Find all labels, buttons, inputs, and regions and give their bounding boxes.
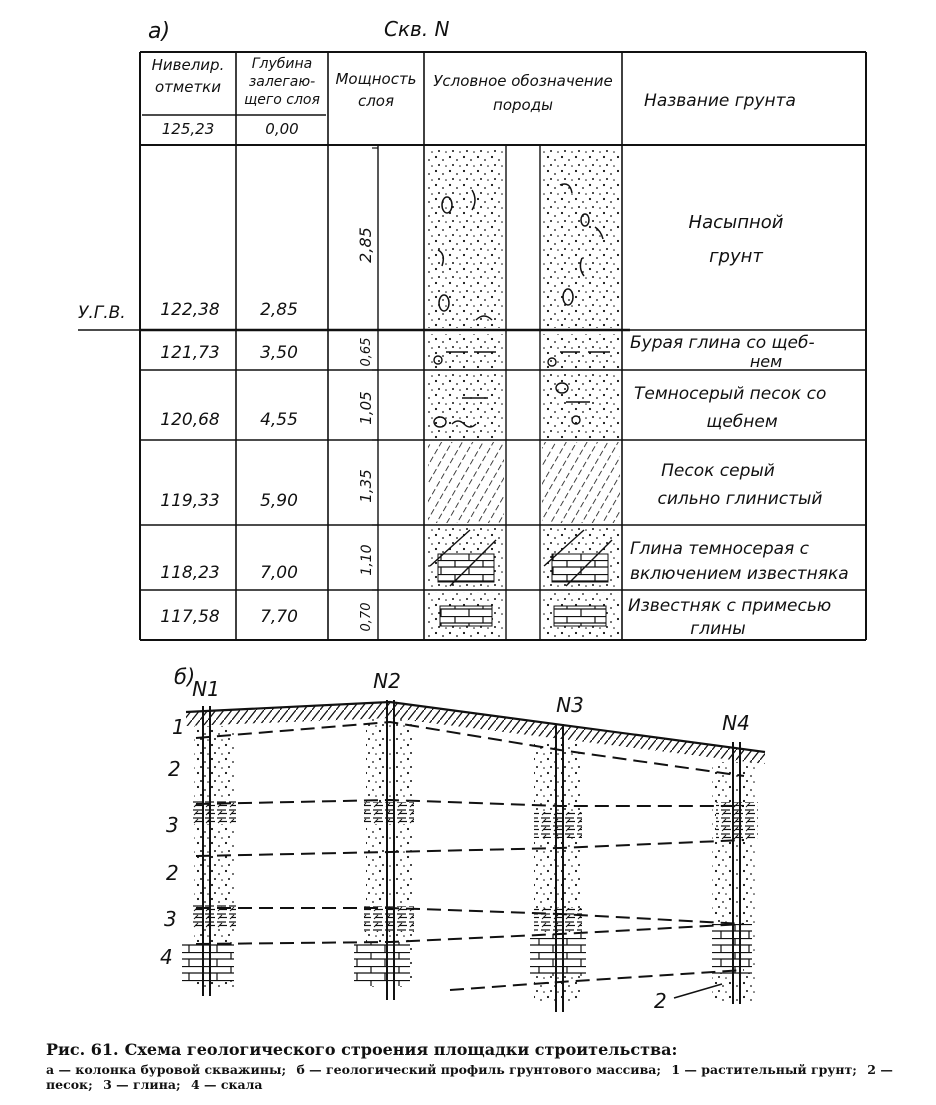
layer-number: 3 [166, 813, 179, 837]
layer-elevation: 118,23 [160, 563, 220, 583]
layer-name-line-1: Темносерый песок со [634, 384, 827, 404]
header-depth-3: щего слоя [244, 92, 320, 108]
part-b-label: б) [174, 665, 196, 689]
layer-thickness: 0,70 [359, 602, 374, 632]
topsoil-layer [186, 702, 765, 764]
layer-name-line-2: сильно глинистый [657, 489, 823, 509]
header-symbol-1: Условное обозначение [433, 72, 613, 90]
header-depth-1: Глубина [251, 56, 313, 72]
geological-profile [160, 665, 765, 1013]
layer-name-line-2: грунт [709, 246, 763, 267]
legend-item: б — геологический профиль грунтового массива; [296, 1062, 661, 1077]
table-header [152, 56, 796, 138]
surface-depth: 0,00 [265, 120, 299, 138]
figure-title: Схема геологического строения площадки строительства: [124, 1040, 678, 1059]
clayey-sand-symbol [542, 442, 620, 523]
layer-thickness: 2,85 [356, 227, 375, 263]
header-depth-2: залегаю- [248, 74, 316, 90]
groundwater-label: У.Г.В. [78, 303, 126, 323]
borehole-log [78, 17, 866, 640]
layer-thickness: 0,65 [359, 337, 374, 367]
legend-item: 2 — песок; [46, 1062, 893, 1092]
layer-elevation: 122,38 [160, 300, 220, 320]
figure-number: Рис. 61. [46, 1040, 119, 1059]
layer-depth: 4,55 [260, 410, 298, 430]
layer-thickness: 1,10 [359, 544, 375, 576]
fill-soil-symbol [542, 148, 620, 328]
sand-gravel-symbol [428, 372, 504, 438]
header-thickness-1: Мощность [335, 70, 417, 88]
borehole-label: N2 [373, 669, 401, 693]
layer-name-line-1: Известняк с примесью [628, 596, 832, 616]
layer-depth: 5,90 [260, 491, 298, 511]
clayey-sand-symbol [428, 442, 504, 523]
clay-gravel-symbol [428, 334, 504, 368]
borehole-label: N3 [556, 693, 584, 717]
sand-gravel-symbol [542, 372, 620, 438]
part-a-label: а) [148, 19, 171, 44]
figure-caption-title [46, 1040, 926, 1059]
layer-elevation: 120,68 [160, 410, 220, 430]
layer-depth: 3,50 [260, 343, 298, 363]
borehole-label: N4 [722, 711, 750, 735]
layer-name-line-1: Насыпной [688, 212, 784, 233]
layer-number: 2 [168, 757, 181, 781]
layer-number: 2 [166, 861, 179, 885]
layer-depth: 7,00 [260, 563, 298, 583]
layer-name-line-2: включением известняка [630, 564, 849, 584]
layer-name-line-2: глины [690, 619, 746, 639]
rock-symbol-columns [428, 148, 620, 638]
header-soil-name: Название грунта [644, 91, 796, 111]
borehole-label: N1 [192, 677, 220, 701]
layer-rows [160, 212, 848, 639]
layer-name-line-2: щебнем [706, 412, 778, 432]
layer-depth: 2,85 [260, 300, 298, 320]
layer-number: 3 [164, 907, 177, 931]
layer-name-line-2: нем [749, 352, 783, 371]
layer-name-line-1: Песок серый [661, 461, 775, 481]
header-thickness-2: слоя [357, 92, 395, 110]
figure-caption-legend [46, 1062, 926, 1092]
layer-elevation: 117,58 [160, 607, 220, 627]
layer-thickness: 1,35 [357, 469, 375, 503]
layer-depth: 7,70 [260, 607, 298, 627]
layer-number: 4 [160, 945, 173, 969]
borehole-columns [182, 718, 758, 1004]
header-symbol-2: породы [493, 96, 553, 114]
clay-gravel-symbol [542, 334, 620, 368]
legend-item: 4 — скала [190, 1077, 263, 1092]
layer-name-line-1: Глина темносерая с [630, 539, 810, 559]
surface-elevation: 125,23 [161, 120, 215, 138]
layer-boundaries [196, 722, 744, 990]
layer-number: 1 [172, 715, 185, 739]
borehole-title: Скв. N [384, 17, 450, 41]
header-elevation-1: Нивелир. [151, 56, 225, 74]
layer-thickness: 1,05 [357, 391, 375, 425]
legend-item: 1 — растительный грунт; [671, 1062, 857, 1077]
callout-label: 2 [654, 989, 667, 1013]
header-elevation-2: отметки [154, 78, 222, 96]
legend-item: 3 — глина; [103, 1077, 181, 1092]
layer-name-line-1: Бурая глина со щеб- [630, 333, 815, 353]
layer-elevation: 121,73 [160, 343, 220, 363]
legend-item: а — колонка буровой скважины; [46, 1062, 287, 1077]
layer-elevation: 119,33 [160, 491, 220, 511]
